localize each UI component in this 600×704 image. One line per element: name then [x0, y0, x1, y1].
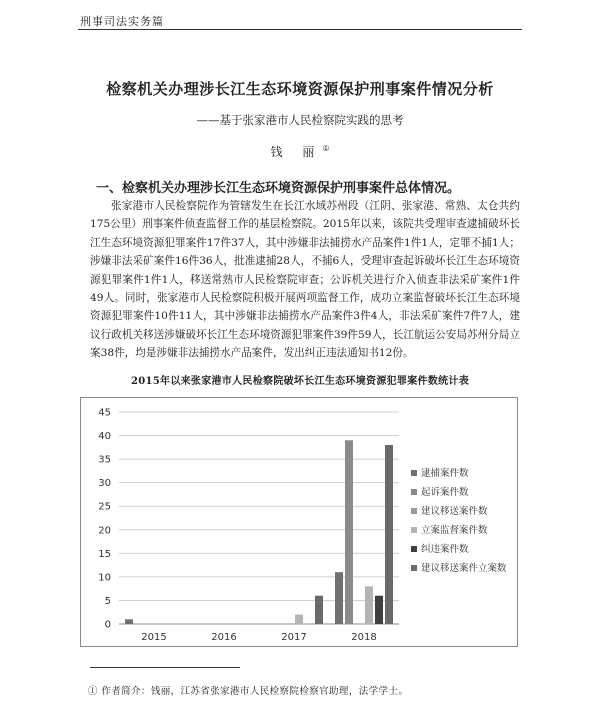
legend-label: 建议移送案件数	[421, 506, 488, 517]
y-tick-label: 40	[98, 431, 111, 443]
legend-swatch	[411, 565, 417, 571]
y-tick-label: 5	[104, 595, 111, 607]
bar	[375, 596, 383, 624]
bar	[315, 596, 323, 624]
running-head: 刑事司法实务篇	[80, 15, 164, 28]
bar-chart	[81, 398, 517, 646]
chart-title: 2015年以来张家港市人民检察院破坏长江生态环境资源犯罪案件数统计表	[130, 376, 470, 387]
y-tick-label: 35	[98, 454, 111, 466]
author-line	[0, 143, 600, 160]
bar	[345, 440, 353, 624]
y-tick-label: 10	[98, 572, 111, 584]
legend-swatch	[411, 508, 417, 514]
bar	[365, 586, 373, 624]
legend-label: 起诉案件数	[421, 487, 469, 498]
body-text	[90, 197, 520, 363]
legend-label: 逮捕案件数	[421, 468, 469, 479]
x-tick-label: 2016	[211, 632, 237, 643]
legend-label: 建议移送案件立案数	[421, 563, 507, 574]
header-rule	[78, 29, 522, 30]
x-tick-label: 2018	[351, 632, 377, 643]
article-subtitle: ——基于张家港市人民检察院实践的思考	[196, 113, 404, 127]
y-tick-label: 15	[98, 548, 111, 560]
footnote-rule	[90, 667, 240, 668]
legend-label: 立案监督案件数	[421, 525, 488, 536]
footnote: ① 作者简介：钱丽，江苏省张家港市人民检察院检察官助理，法学学士。	[88, 686, 409, 697]
body-paragraph: 张家港市人民检察院作为管辖发生在长江水域苏州段（江阴、张家港、常熟、太仓共约175公里）刑事案件侦查监督工作的基层检察院。2015年以来，该院共受理审查逮捕破坏长江生态环境资源犯罪案件17件37人，其中涉嫌非法捕捞水产品案件1件1人，定罪不捕1人；涉嫌非法采矿案件16件36人，批准逮捕28人，不捕6人，受理审查起诉破坏长江生态环境资源犯罪案件1件1人，移送常熟市人民检察院审查；公诉机关进行介入侦查非法采矿案件1件49人。同时，张家港市人民检察院积极开展两项监督工作，成功立案监督破坏长江生态环境资源犯罪案件10件11人，其中涉嫌非法捕捞水产品案件3件4人，非法采矿案件7件7人，建议行政机关移送涉嫌破坏长江生态环境资源犯罪案件39件59人，长江航运公安局苏州分局立案38件，均是涉嫌非法捕捞水产品案件，发出纠正违法通知书12份。	[90, 200, 520, 360]
y-tick-label: 45	[98, 407, 111, 419]
article-title: 检察机关办理涉长江生态环境资源保护刑事案件情况分析	[106, 80, 494, 98]
section-heading: 一、检察机关办理涉长江生态环境资源保护刑事案件总体情况。	[96, 181, 461, 196]
x-tick-label: 2017	[281, 632, 307, 643]
bar	[125, 619, 133, 624]
legend-swatch	[411, 470, 417, 476]
legend-label: 纠违案件数	[421, 544, 469, 555]
author-note-mark: ①	[322, 144, 330, 153]
y-tick-label: 30	[98, 478, 111, 490]
author-name: 钱 丽	[270, 145, 323, 159]
legend-swatch	[411, 527, 417, 533]
y-tick-label: 20	[98, 525, 111, 537]
y-tick-label: 25	[98, 501, 111, 513]
legend-swatch	[411, 546, 417, 552]
x-tick-label: 2015	[141, 632, 167, 643]
bar	[295, 615, 303, 624]
chart-container	[80, 397, 518, 647]
legend-swatch	[411, 489, 417, 495]
y-tick-label: 0	[104, 619, 111, 631]
bar	[335, 572, 343, 624]
bar	[385, 445, 393, 624]
